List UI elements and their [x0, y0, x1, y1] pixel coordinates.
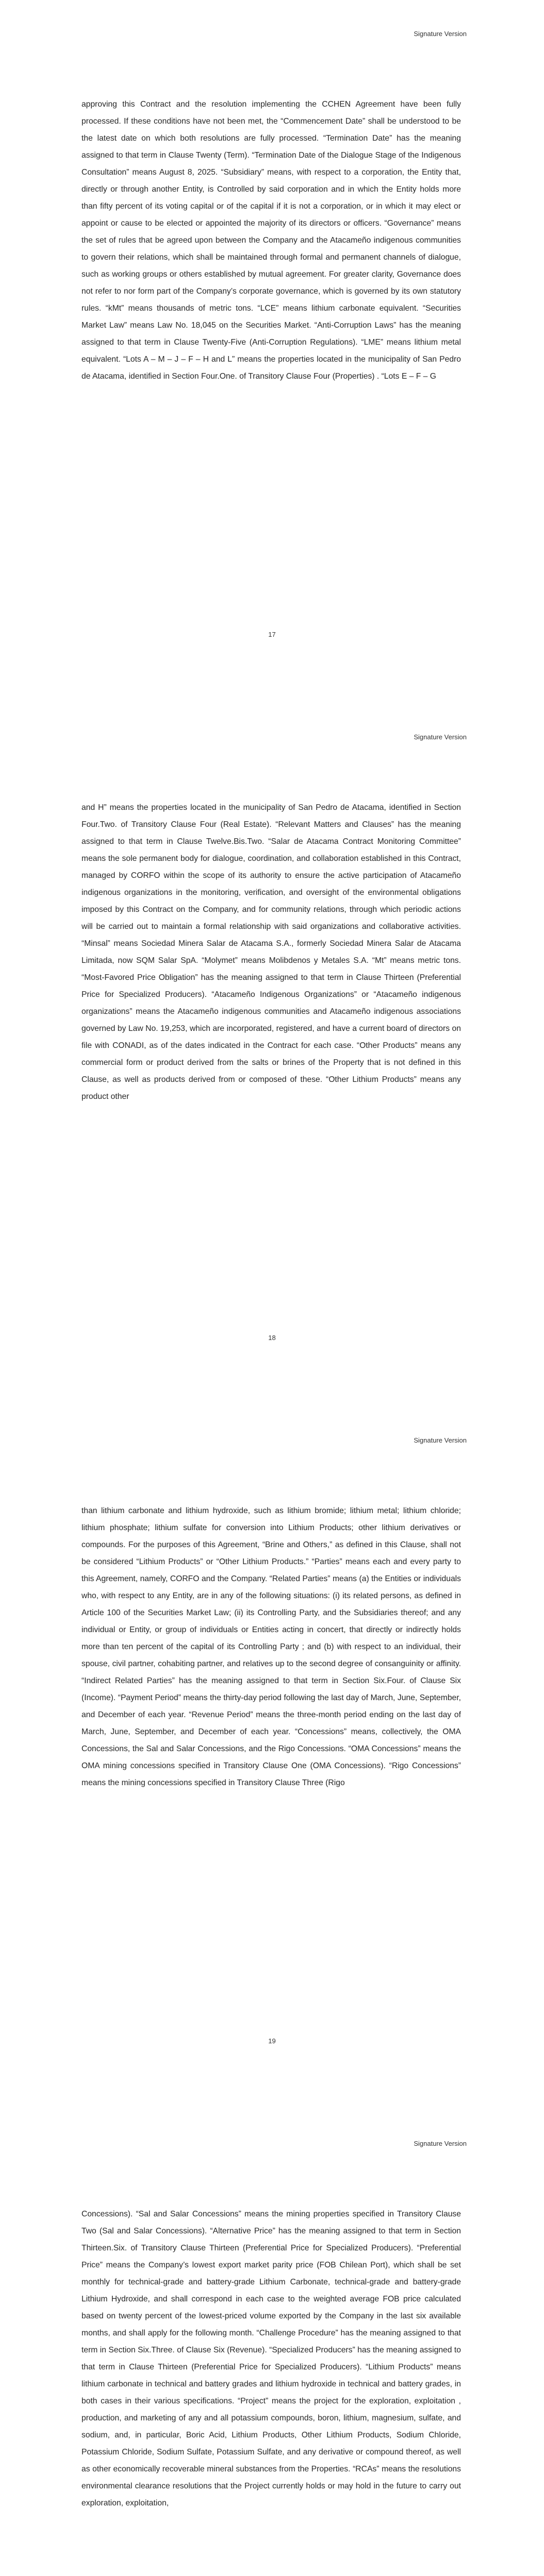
page-header: Signature Version	[414, 30, 467, 38]
page-body-text: than lithium carbonate and lithium hydroxide, such as lithium bromide; lithium metal; lithium chloride; lithium phosphate; lithium sulfate for conversion into Lithium Products; other lithium derivatives or compounds. For the purposes of this Agreement, “Brine and Others,” as defined in this Clause, shall not be considered “Lithium Products” or “Other Lithium Products.” “Parties” means each and every party to this Agreement, namely, CORFO and the Company. “Related Parties” means (a) the Entities or individuals who, with respect to any Entity, are in any of the following situations: (i) its related persons, as defined in Article 100 of the Securities Market Law; (ii) its Controlling Party, and the Subsidiaries thereof; and any individual or Entity, or group of individuals or Entities acting in concert, that directly or indirectly holds more than ten percent of the capital of its Controlling Party ; and (b) with respect to an individual, their spouse, civil partner, cohabiting partner, and relatives up to the second degree of consanguinity or affinity. “Indirect Related Parties” has the meaning assigned to that term in Section Six.Four. of Clause Six (Income). “Payment Period” means the thirty-day period following the last day of March, June, September, and December of each year. “Revenue Period” means the three-month period ending on the last day of March, June, September, and December of each year. “Concessions” means, collectively, the OMA Concessions, the Sal and Salar Concessions, and the Rigo Concessions. “OMA Concessions” means the OMA mining concessions specified in Transitory Clause One (OMA Concessions). “Rigo Concessions” means the mining concessions specified in Transitory Clause Three (Rigo	[81, 1506, 461, 1787]
document-page-18	[0, 703, 544, 1406]
page-body-text: approving this Contract and the resolution implementing the CCHEN Agreement have been fully processed. If these conditions have not been met, the “Commencement Date” shall be understood to be the latest date on which both resolutions are fully processed. “Termination Date” has the meaning assigned to that term in Clause Twenty (Term). “Termination Date of the Dialogue Stage of the Indigenous Consultation” means August 8, 2025. “Subsidiary” means, with respect to a corporation, the Entity that, directly or through another Entity, is Controlled by said corporation and in which the Entity holds more than fifty percent of its voting capital or of the capital if it is not a corporation, or in which it may elect or appoint or cause to be elected or appointed the majority of its directors or officers. “Governance” means the set of rules that be agreed upon between the Company and the Atacameño indigenous communities to govern their relations, which shall be maintained through formal and permanent channels of dialogue, such as working groups or others established by mutual agreement. For greater clarity, Governance does not refer to nor form part of the Company’s corporate governance, which is governed by its own statutory rules. “kMt” means thousands of metric tons. “LCE” means lithium carbonate equivalent. “Securities Market Law” means Law No. 18,045 on the Securities Market. “Anti-Corruption Laws” has the meaning assigned to that term in Clause Twenty-Five (Anti-Corruption Regulations). “LME” means lithium metal equivalent. “Lots A – M – J – F – H and L” means the properties located in the municipality of San Pedro de Atacama, identified in Section Four.One. of Transitory Clause Four (Properties) . “Lots E – F – G	[81, 100, 461, 381]
page-number: 17	[268, 631, 276, 638]
page-body-text: and H” means the properties located in the municipality of San Pedro de Atacama, identified in Section Four.Two. of Transitory Clause Four (Real Estate). “Relevant Matters and Clauses” has the meaning assigned to that term in Clause Twelve.Bis.Two. “Salar de Atacama Contract Monitoring Committee” means the sole permanent body for dialogue, coordination, and collaboration established in this Contract, managed by CORFO within the scope of its authority to ensure the active participation of Atacameño indigenous organizations in the monitoring, verification, and oversight of the environmental obligations imposed by this Contract on the Company, and for community relations, through which periodic actions will be carried out to maintain a formal relationship with said organizations and collaborative activities. “Minsal” means Sociedad Minera Salar de Atacama S.A., formerly Sociedad Minera Salar de Atacama Limitada, now SQM Salar SpA. “Molymet” means Molibdenos y Metales S.A. “Mt” means metric tons. “Most-Favored Price Obligation” has the meaning assigned to that term in Clause Thirteen (Preferential Price for Specialized Producers). “Atacameño Indigenous Organizations” or “Atacameño indigenous organizations” means the Atacameño indigenous communities and Atacameño indigenous associations governed by Law No. 19,253, which are incorporated, registered, and have a current board of directors on file with CONADI, as of the dates indicated in the Contract for each case. “Other Products” means any commercial form or product derived from the salts or brines of the Property that is not defined in this Clause, as well as products derived from or composed of these. “Other Lithium Products” means any product other	[81, 803, 461, 1101]
page-header: Signature Version	[414, 2140, 467, 2147]
document-page-20	[0, 2110, 544, 2576]
document-page-17	[0, 0, 544, 703]
page-body-text: Concessions). “Sal and Salar Concessions” means the mining properties specified in Transitory Clause Two (Sal and Salar Concessions). “Alternative Price” has the meaning assigned to that term in Section Thirteen.Six. of Transitory Clause Thirteen (Preferential Price for Specialized Producers). “Preferential Price” means the Company’s lowest export market parity price (FOB Chilean Port), which shall be set monthly for technical-grade and battery-grade Lithium Carbonate, technical-grade and battery-grade Lithium Hydroxide, and shall correspond in each case to the weighted average FOB price calculated based on twenty percent of the lowest-priced volume exported by the Company in the last six available months, and shall apply for the following month. “Challenge Procedure” has the meaning assigned to that term in Section Six.Three. of Clause Six (Revenue). “Specialized Producers” has the meaning assigned to that term in Clause Thirteen (Preferential Price for Specialized Producers). “Lithium Products” means lithium carbonate in technical and battery grades and lithium hydroxide in technical and battery grades, in both cases in their various specifications. “Project” means the project for the exploration, exploitation , production, and marketing of any and all potassium compounds, boron, lithium, magnesium, sulfate, and sodium, and, in particular, Boric Acid, Lithium Products, Other Lithium Products, Sodium Chloride, Potassium Chloride, Sodium Sulfate, Potassium Sulfate, and any derivative or compound thereof, as well as other economically recoverable mineral substances from the Properties. “RCAs” means the resolutions environmental clearance resolutions that the Project currently holds or may hold in the future to carry out exploration, exploitation,	[81, 2210, 461, 2507]
page-header: Signature Version	[414, 733, 467, 741]
document-page-19	[0, 1406, 544, 2110]
page-header: Signature Version	[414, 1436, 467, 1444]
page-number: 18	[268, 1334, 276, 1342]
page-number: 19	[268, 2037, 276, 2045]
